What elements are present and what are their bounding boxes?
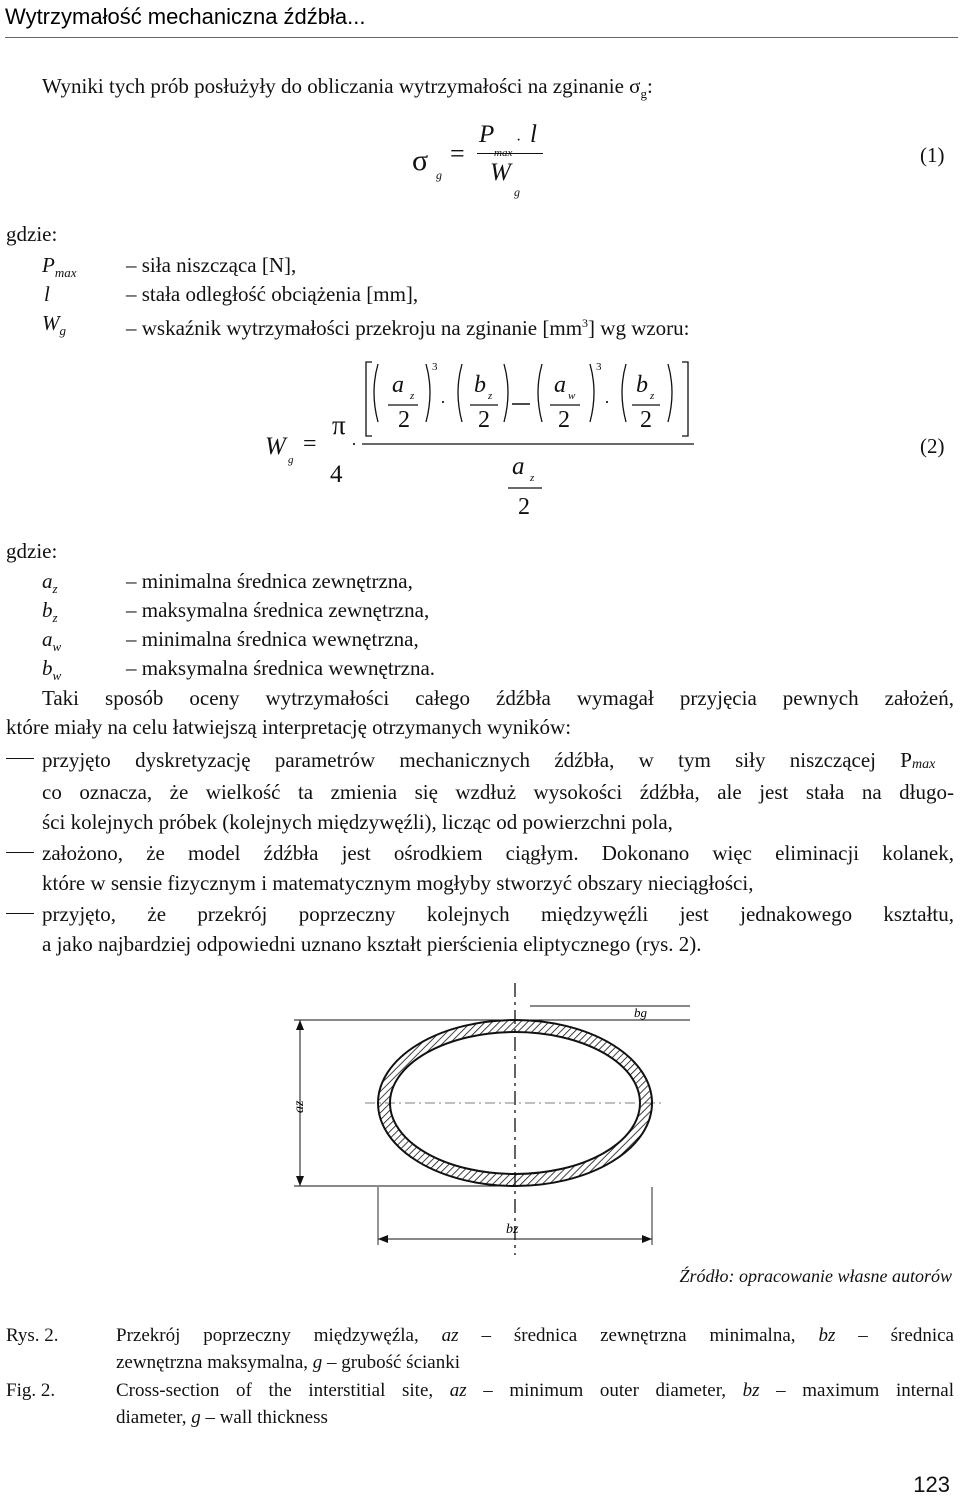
eq1-l: l [530,121,537,148]
figure-label-bz: bz [506,1222,519,1237]
figure-source: Źródło: opracowanie własne autorów [679,1266,952,1286]
header-rule [5,37,958,38]
where1-desc-Wg: – wskaźnik wytrzymałości przekroju na zginanie $[mm^3]$ wg wzoru: [126,316,690,340]
bullet-dash-3 [6,913,34,914]
where2-sym-bz: $b_z$ [42,598,58,626]
eq2-bz-num-sub: z [488,390,493,402]
figure-bz-arrow-right [642,1235,652,1243]
eq2-W-sub: g [288,454,294,466]
where2-desc-bw: – maksymalna średnica wewnętrzna. [126,656,436,680]
eq2-paren-3l [538,364,542,422]
bullet-3-line-1: przyjęto, że przekrój poprzeczny kolejnych międzywęźli jest jednakowego kształtu, [42,902,954,926]
bullet-3-line-2: a jako najbardziej odpowiedni uznano kształt pierścienia eliptycznego (rys. 2). [42,932,702,956]
bullet-1-line-1: przyjęto dyskretyzację parametrów mechanicznych źdźbła, w tym siły niszczącej P [42,748,912,772]
eq1-number: (1) [920,143,945,167]
where2-desc-bz: – maksymalna średnica zewnętrzna, [126,598,430,622]
eq1-P-sub: max [494,147,513,159]
bullet-1-line-3: ści kolejnych próbek (kolejnych międzywęźli), licząc od powierzchni pola, [42,810,673,834]
caption-en-line-1 [116,1377,954,1404]
intro-tail: : [646,74,653,98]
figure-cross-section [270,975,770,1260]
eq2-paren-4r [668,364,672,422]
intro-sub: g [640,86,647,102]
caption-en-line-2 [116,1404,328,1431]
eq2-paren-1r [426,364,430,422]
where2-sym-aw: $a_w$ [42,627,62,655]
figure-bz-arrow-left [378,1235,388,1243]
caption-en-line-1-run-2: minimum outer diameter, [492,1380,743,1401]
where1-sym-Pmax: $P_{max}$ [42,253,77,281]
running-header-title: Wytrzymałość mechaniczna źdźbła... [5,4,366,29]
caption-pl-line-2-run-2: grubość ścianki [336,1352,461,1373]
caption-en-line-2-run-2: wall thickness [214,1407,328,1428]
eq2-two-4: 2 [640,407,652,433]
caption-pl-line-2-run-1: g – [312,1352,337,1373]
paragraph-line-2: które miały na celu łatwiejszą interpretację otrzymanych wyników: [6,715,572,739]
eq2-bz2-num: b [636,372,648,398]
eq2-bracket-left [366,362,372,436]
caption-en-line-1-run-3: bz – [742,1380,786,1401]
eq2-bracket-right [682,362,688,436]
where1-label: gdzie: [6,222,58,246]
caption-en-line-2-run-1: g – [191,1407,215,1428]
eq1-sigma-sub: g [436,168,442,182]
eq1-equals: = [450,139,465,168]
eq2-paren-2r [504,364,508,422]
caption-en-line-1-run-4: maximum internal [785,1380,954,1401]
where2-label: gdzie: [6,539,58,563]
figure-az-arrow-bottom [296,1176,304,1186]
caption-pl-label: Rys. 2. [6,1325,59,1346]
equation-2 [250,350,710,525]
where2-desc-aw: – minimalna średnica wewnętrzna, [126,627,419,651]
where2-sym-az: $a_z$ [42,569,58,597]
eq2-aw-num-sub: w [568,390,576,402]
figure-label-az: az [292,1100,307,1113]
eq1-W-sub: g [514,185,520,199]
figure-az-arrow-top [296,1020,304,1030]
caption-en-label: Fig. 2. [6,1380,56,1401]
eq2-two-2: 2 [478,407,490,433]
eq2-dot1: · [351,434,357,454]
bullet-2-line-2: które w sensie fizycznym i matematycznym mogłyby stworzyć obszary nieciągłości, [42,871,754,895]
eq2-number: (2) [920,434,945,458]
eq2-four: 4 [330,461,343,488]
eq1-dot: · [516,132,522,149]
eq1-fraction-bar [477,153,543,154]
bullet-dash-1 [6,758,34,759]
caption-pl-line-1-run-2: średnica zewnętrzna minimalna, [490,1325,819,1346]
where1-desc-Pmax: – siła niszcząca [N], [126,253,297,277]
eq2-pi: π [332,410,346,440]
figure-label-bg: bg [634,1005,647,1020]
where2-sym-bw: $b_w$ [42,656,62,684]
page-number: 123 [913,1472,950,1497]
eq2-bz2-num-sub: z [650,390,655,402]
eq2-paren-4l [622,364,626,422]
eq2-exp-1: 3 [432,361,438,373]
bullet-2-line-1: założono, że model źdźbła jest ośrodkiem ciągłym. Dokonano więc eliminacji kolanek, [42,841,954,865]
bullet-dash-2 [6,852,34,853]
caption-pl-line-2 [116,1349,460,1376]
eq2-dot2: · [440,392,446,412]
eq2-bz-num: b [474,372,486,398]
intro-text: Wyniki tych prób posłużyły do obliczania wytrzymałości na zginanie σ [42,74,641,98]
caption-pl-line-1-run-1: az – [441,1325,491,1346]
eq2-two-den: 2 [518,494,530,520]
eq1-sigma: σ [412,144,429,177]
eq2-az-den: a [512,453,525,480]
eq2-az-den-sub: z [530,472,535,484]
eq1-P: P [479,121,495,148]
where1-desc-l: – stała odległość obciążenia [mm], [126,282,419,306]
bullet-1-line-2: co oznacza, że wielkość ta zmienia się wzdłuż wysokości źdźbła, ale jest stała na długo- [42,780,954,804]
caption-en-line-1-run-1: az – [449,1380,493,1401]
eq2-two-1: 2 [398,407,410,433]
caption-pl-line-1-run-3: bz – [818,1325,868,1346]
caption-en-line-2-run-0: diameter, [116,1407,192,1428]
eq2-paren-3r [590,364,594,422]
paragraph-line-1: Taki sposób oceny wytrzymałości całego źdźbła wymagał przyjęcia pewnych założeń, [42,686,954,710]
eq2-aw-num: a [554,372,566,398]
where1-sym-l: l [44,282,50,306]
eq2-paren-1l [374,364,378,422]
intro-sentence [42,74,653,106]
bullet-1-sub: max [912,757,936,772]
caption-pl-line-1 [116,1322,954,1349]
eq2-az-num-sub: z [410,390,415,402]
where1-sym-Wg: $W_g$ [42,311,66,339]
running-header [0,0,960,40]
caption-pl-line-1-run-4: średnica [867,1325,954,1346]
eq2-dot3: · [604,392,610,412]
caption-pl-line-1-run-0: Przekrój poprzeczny międzywęźla, [116,1325,442,1346]
eq2-exp-2: 3 [596,361,602,373]
eq2-two-3: 2 [558,407,570,433]
eq2-az-num: a [392,372,404,398]
caption-en-line-1-run-0: Cross-section of the interstitial site, [116,1380,450,1401]
eq2-W: W [265,433,286,460]
caption-pl-line-2-run-0: zewnętrzna maksymalna, [116,1352,313,1373]
eq2-equals: = [303,431,317,457]
where2-desc-az: – minimalna średnica zewnętrzna, [126,569,413,593]
eq2-paren-2l [458,364,462,422]
eq1-W: W [490,159,511,186]
